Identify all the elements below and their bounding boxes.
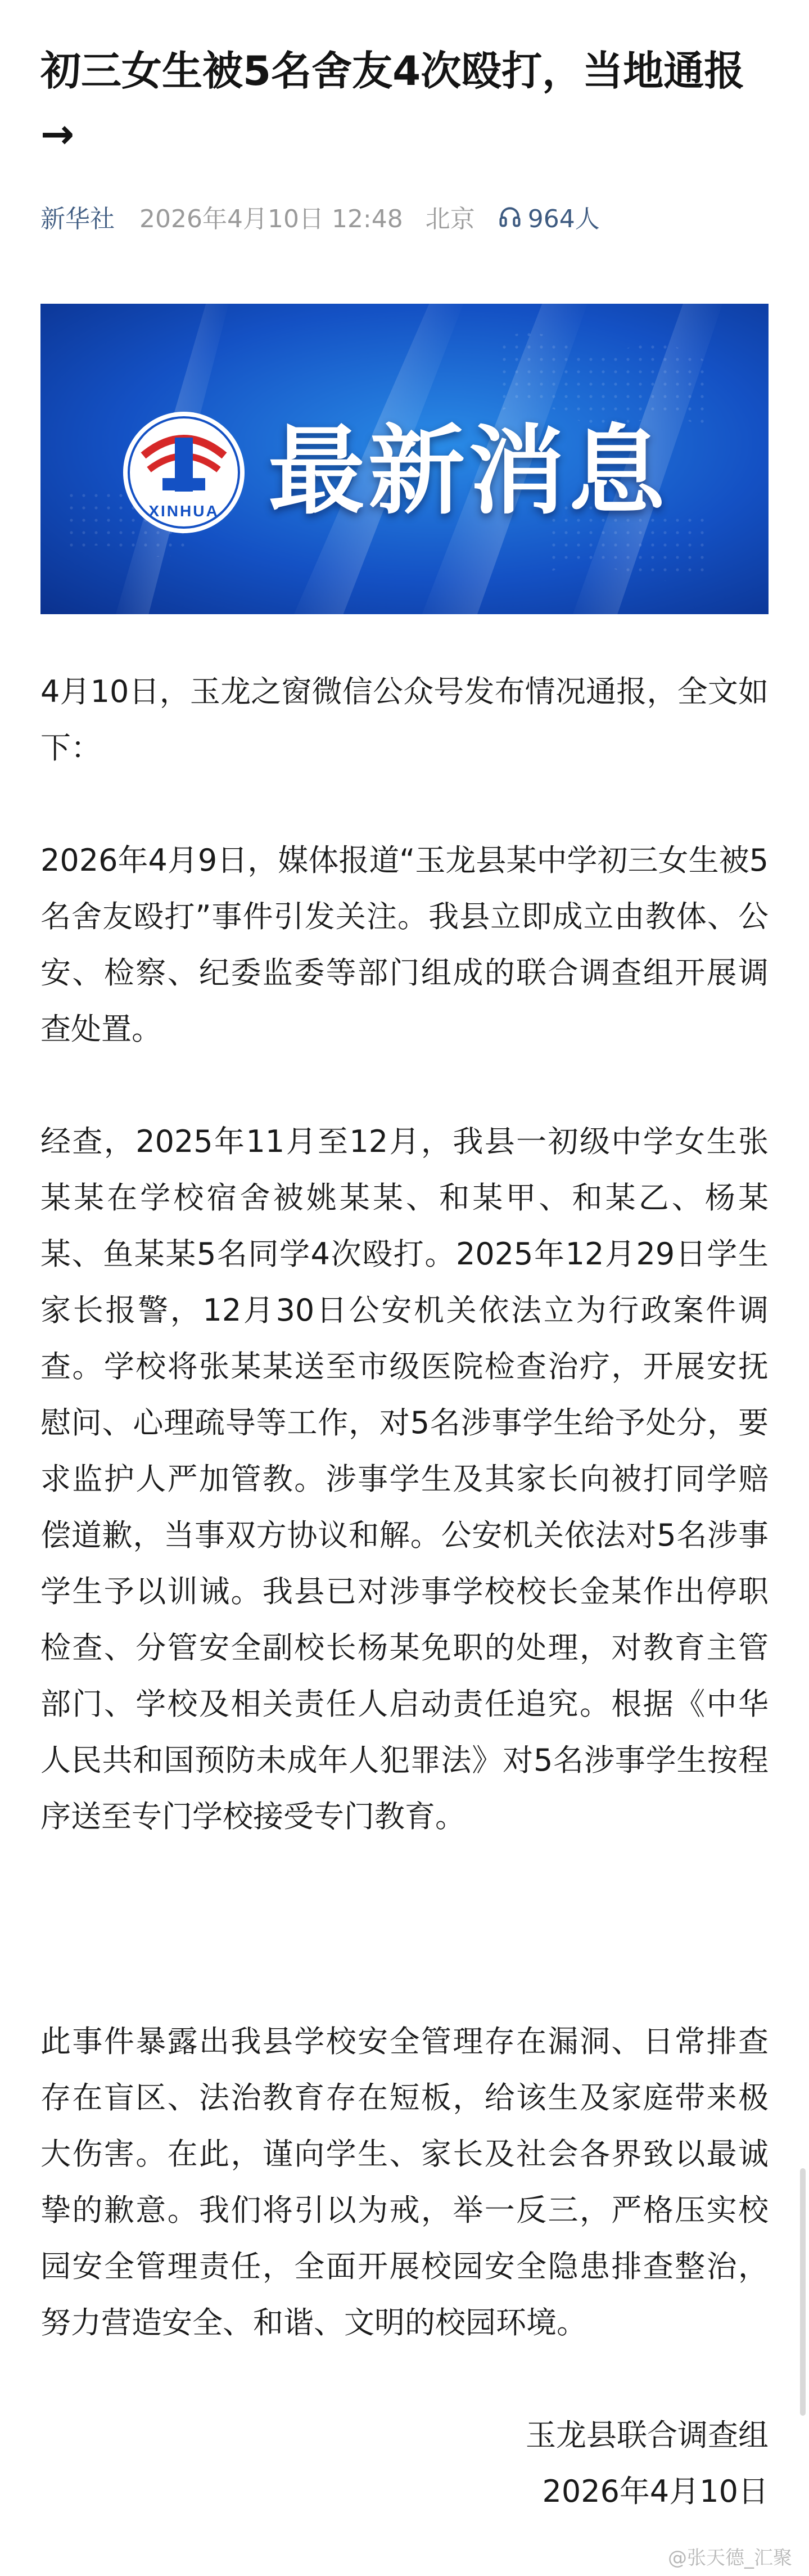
paragraph-apology: 此事件暴露出我县学校安全管理存在漏洞、日常排查存在盲区、法治教育存在短板，给该生及家庭带来极大伤害。在此，谨向学生、家长及社会各界致以最诚挚的歉意。我们将引以为戒，举一反三，严格压实校园安全管理责任，全面开展校园安全隐患排查整治，努力营造安全、和谐、文明的校园环境。 [40, 2024, 769, 2340]
listen-button[interactable] [498, 199, 600, 235]
paragraph-intro: 4月10日，玉龙之窗微信公众号发布情况通报，全文如下： [40, 674, 769, 765]
headphones-icon [498, 204, 522, 229]
watermark: @张天德_汇聚 [668, 2547, 792, 2569]
banner-title: 最新消息 [268, 415, 668, 528]
article-title: 初三女生被5名舍友4次殴打，当地通报→ [40, 47, 745, 157]
paragraph-findings: 经查，2025年11月至12月，我县一初级中学女生张某某在学校宿舍被姚某某、和某甲、和某乙、杨某某、鱼某某5名同学4次殴打。2025年12月29日学生家长报警，12月30日公安机关依法立为行政案件调查。学校将张某某送至市级医院检查治疗，开展安抚慰问、心理疏导等工作，对5名涉事学生给予处分，要求监护人严加管教。涉事学生及其家长向被打同学赔偿道歉，当事双方协议和解。公安机关依法对5名涉事学生予以训诫。我县已对涉事学校校长金某作出停职检查、分管安全副校长杨某免职的处理，对教育主管部门、学校及相关责任人启动责任追究。根据《中华人民共和国预防未成年人犯罪法》对5名涉事学生按程序送至专门学校接受专门教育。 [40, 1124, 769, 1834]
signature-org: 玉龙县联合调查组 [526, 2417, 769, 2453]
xinhua-logo [123, 412, 245, 533]
scrollbar[interactable] [800, 2168, 806, 2416]
paragraph-background: 2026年4月9日，媒体报道“玉龙县某中学初三女生被5名舍友殴打”事件引发关注。我县立即成立由教体、公安、检察、纪委监委等部门组成的联合调查组开展调查处置。 [40, 843, 769, 1047]
logo-text: XINHUA [148, 502, 219, 520]
publish-location: 北京 [425, 205, 475, 233]
source-name[interactable]: 新华社 [40, 205, 115, 233]
article-meta [40, 200, 600, 233]
signature-date: 2026年4月10日 [542, 2474, 769, 2509]
publish-datetime: 2026年4月10日 12:48 [139, 205, 403, 233]
listen-count: 964人 [527, 205, 600, 233]
news-banner-image [40, 304, 769, 614]
